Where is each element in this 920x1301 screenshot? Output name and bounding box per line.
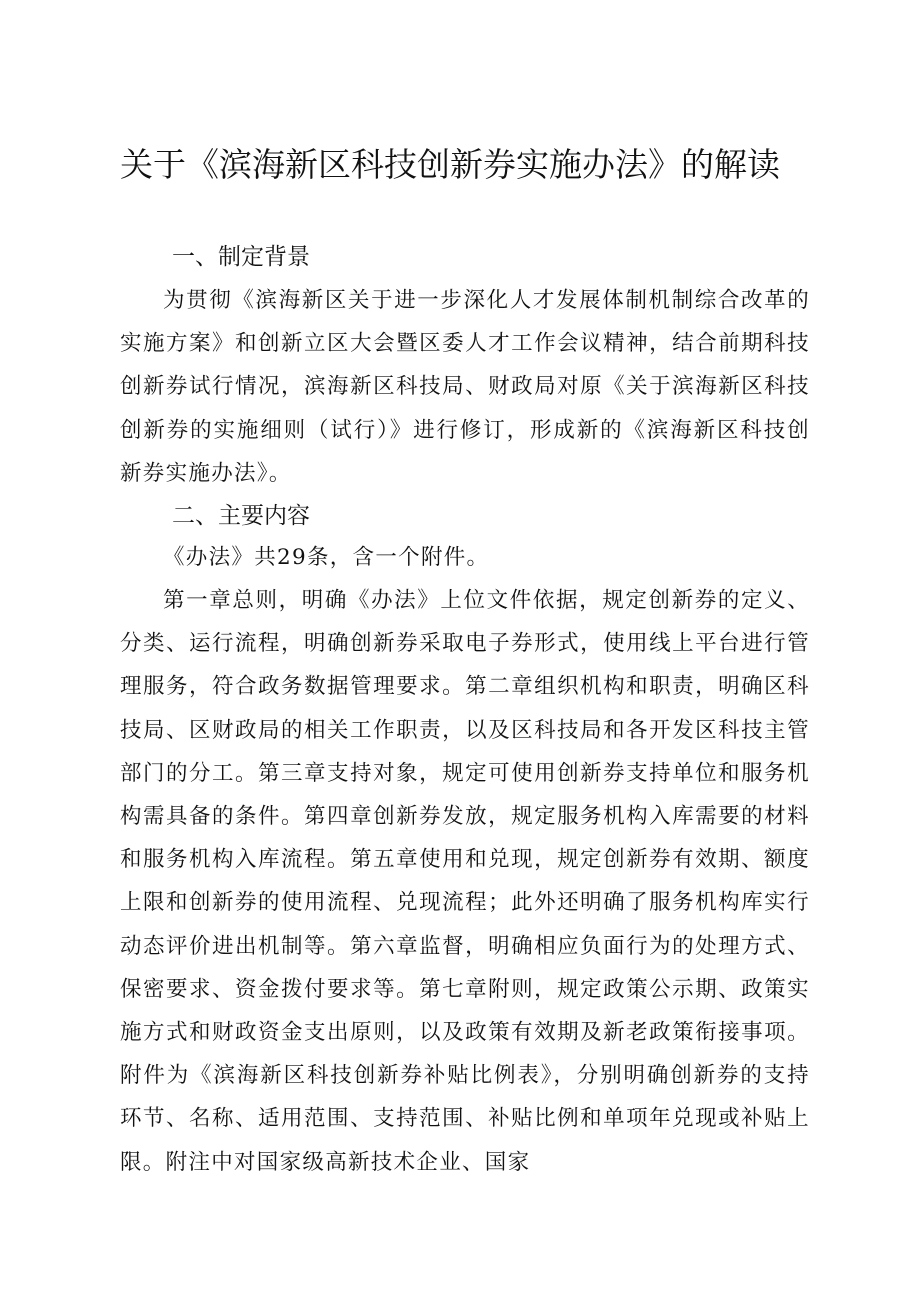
document-title: 关于《滨海新区科技创新券实施办法》的解读 [120, 145, 780, 184]
section-paragraph-chapters: 第一章总则，明确《办法》上位文件依据，规定创新券的定义、分类、运行流程，明确创新券采取电子券形式，使用线上平台进行管理服务，符合政务数据管理要求。第二章组织机构和职责，明确区科技局、区财政局的相关工作职责，以及区科技局和各开发区科技主管部门的分工。第三章支持对象，规定可使用创新券支持单位和服务机构需具备的条件。第四章创新券发放，规定服务机构入库需要的材料和服务机构入库流程。第五章使用和兑现，规定创新券有效期、额度上限和创新券的使用流程、兑现流程；此外还明确了服务机构库实行动态评价进出机制等。第六章监督，明确相应负面行为的处理方式、保密要求、资金拨付要求等。第七章附则，规定政策公示期、政策实施方式和财政资金支出原则，以及政策有效期及新老政策衔接事项。附件为《滨海新区科技创新券补贴比例表》，分别明确创新券的支持环节、名称、适用范围、支持范围、补贴比例和单项年兑现或补贴上限。附注中对国家级高新技术企业、国家 [120, 588, 810, 1175]
section-paragraph-summary: 《办法》共29条，含一个附件。 [163, 545, 490, 570]
section-heading-main-content: 二、主要内容 [172, 503, 310, 529]
section-heading-background: 一、制定背景 [172, 244, 310, 270]
section-paragraph-background: 为贯彻《滨海新区关于进一步深化人才发展体制机制综合改革的实施方案》和创新立区大会暨区委人才工作会议精神，结合前期科技创新券试行情况，滨海新区科技局、财政局对原《关于滨海新区科技创新券的实施细则（试行）》进行修订，形成新的《滨海新区科技创新券实施办法》。 [120, 288, 810, 486]
